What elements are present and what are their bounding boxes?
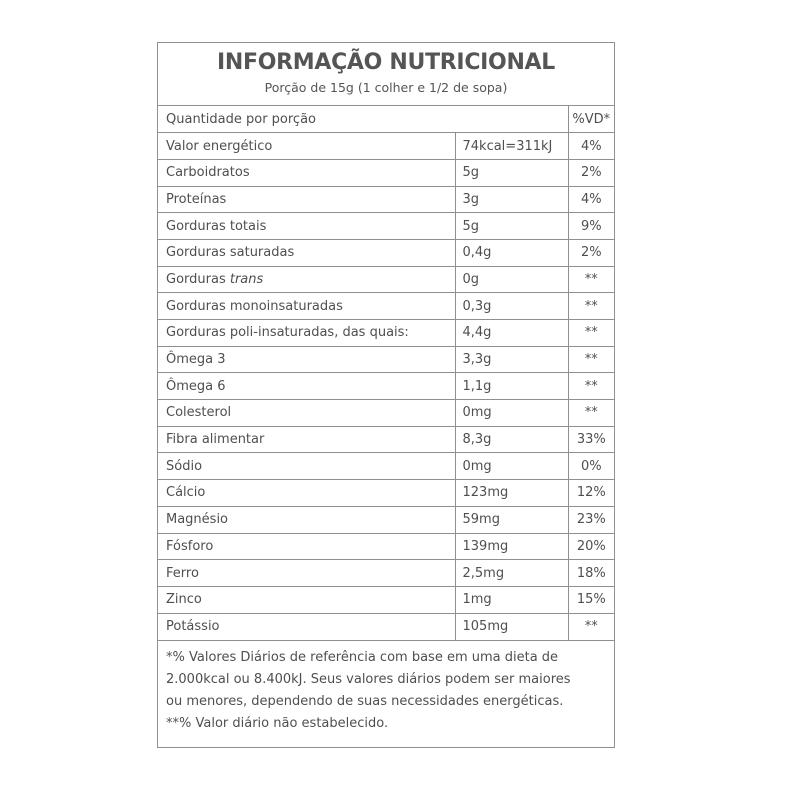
nutrient-row [158, 266, 614, 293]
nutrient-name [158, 560, 455, 587]
nutrient-daily-value: 9% [568, 213, 614, 240]
nutrient-daily-value: 18% [568, 560, 614, 587]
nutrient-amount: 0mg [455, 400, 568, 427]
nutrient-daily-value: 20% [568, 533, 614, 560]
nutrient-name [158, 373, 455, 400]
nutrition-table-body [158, 106, 614, 640]
nutrient-name-text: Zinco [166, 592, 202, 608]
header-vd: %VD* [568, 106, 614, 133]
nutrient-name [158, 586, 455, 613]
nutrient-name-text: Carboidratos [166, 165, 250, 181]
footnote-line: *% Valores Diários de referência com base em uma dieta de [166, 649, 559, 665]
nutrient-daily-value: 2% [568, 239, 614, 266]
nutrient-row [158, 613, 614, 640]
nutrient-name-text: Colesterol [166, 405, 232, 421]
nutrient-amount: 0,4g [455, 239, 568, 266]
nutrient-name [158, 453, 455, 480]
nutrient-name [158, 533, 455, 560]
title-block [158, 43, 614, 106]
nutrient-name [158, 186, 455, 213]
nutrient-row [158, 293, 614, 320]
nutrient-row [158, 453, 614, 480]
nutrient-amount: 5g [455, 213, 568, 240]
nutrient-amount: 2,5mg [455, 560, 568, 587]
nutrient-name-text: Ômega 3 [166, 352, 226, 368]
nutrient-daily-value: ** [568, 293, 614, 320]
table-header-row [158, 106, 614, 133]
nutrient-daily-value: 0% [568, 453, 614, 480]
nutrition-table [158, 106, 614, 640]
panel-title: INFORMAÇÃO NUTRICIONAL [216, 50, 556, 75]
nutrient-amount: 0g [455, 266, 568, 293]
nutrient-daily-value: 23% [568, 506, 614, 533]
nutrient-name-text: Potássio [166, 619, 220, 635]
nutrient-daily-value: ** [568, 346, 614, 373]
nutrient-name-text: Sódio [166, 458, 203, 474]
nutrient-daily-value: ** [568, 613, 614, 640]
nutrient-name [158, 506, 455, 533]
nutrient-daily-value: ** [568, 320, 614, 347]
nutrient-daily-value: ** [568, 373, 614, 400]
nutrient-row [158, 186, 614, 213]
nutrient-amount: 0,3g [455, 293, 568, 320]
footnote-line: **% Valor diário não estabelecido. [166, 715, 389, 731]
nutrient-amount: 8,3g [455, 426, 568, 453]
nutrient-name [158, 400, 455, 427]
nutrient-row [158, 346, 614, 373]
nutrient-name [158, 480, 455, 507]
nutrient-name [158, 320, 455, 347]
nutrient-amount: 105mg [455, 613, 568, 640]
nutrient-amount: 4,4g [455, 320, 568, 347]
nutrient-amount: 59mg [455, 506, 568, 533]
nutrient-name [158, 266, 455, 293]
nutrient-daily-value: 4% [568, 133, 614, 160]
nutrient-daily-value: 2% [568, 159, 614, 186]
nutrient-name-text: Fósforo [166, 538, 214, 554]
nutrient-daily-value: 12% [568, 480, 614, 507]
nutrient-daily-value: 15% [568, 586, 614, 613]
nutrient-name [158, 613, 455, 640]
nutrient-row [158, 213, 614, 240]
nutrient-amount: 0mg [455, 453, 568, 480]
nutrient-row [158, 133, 614, 160]
nutrient-name-text: Proteínas [166, 191, 227, 207]
nutrient-row [158, 586, 614, 613]
nutrient-daily-value: 4% [568, 186, 614, 213]
nutrient-amount: 74kcal=311kJ [455, 133, 568, 160]
nutrient-row [158, 320, 614, 347]
nutrient-amount: 1mg [455, 586, 568, 613]
nutrient-row [158, 426, 614, 453]
nutrient-name-text: Ferro [166, 565, 199, 581]
nutrient-name-text: Gorduras monoinsaturadas [166, 298, 343, 314]
nutrient-row [158, 560, 614, 587]
nutrient-row [158, 239, 614, 266]
header-label: Quantidade por porção [166, 111, 317, 127]
nutrient-name-text: Cálcio [166, 485, 206, 501]
nutrient-name-text: Gorduras [166, 271, 226, 287]
nutrient-name-text: Gorduras totais [166, 218, 267, 234]
nutrient-row [158, 533, 614, 560]
nutrient-name-text: Gorduras poli-insaturadas, das quais: [166, 325, 409, 341]
footnote-line: ou menores, dependendo de suas necessidades energéticas. [166, 693, 564, 709]
nutrient-row [158, 400, 614, 427]
nutrient-name-text: Valor energético [166, 138, 273, 154]
nutrient-amount: 1,1g [455, 373, 568, 400]
nutrient-amount: 3,3g [455, 346, 568, 373]
nutrient-amount: 5g [455, 159, 568, 186]
footnote-line: 2.000kcal ou 8.400kJ. Seus valores diários podem ser maiores [166, 671, 571, 687]
nutrient-amount: 139mg [455, 533, 568, 560]
nutrient-name-italic: trans [229, 271, 264, 287]
nutrient-name-text: Ômega 6 [166, 378, 226, 394]
portion-size: Porção de 15g (1 colher e 1/2 de sopa) [264, 80, 508, 95]
nutrient-row [158, 506, 614, 533]
nutrient-name [158, 213, 455, 240]
nutrient-name [158, 426, 455, 453]
nutrient-row [158, 373, 614, 400]
nutrient-name-text: Fibra alimentar [166, 432, 265, 448]
nutrient-name-text: Magnésio [166, 512, 229, 528]
nutrient-amount: 123mg [455, 480, 568, 507]
nutrient-name [158, 293, 455, 320]
nutrient-daily-value: ** [568, 266, 614, 293]
nutrient-daily-value: 33% [568, 426, 614, 453]
nutrient-daily-value: ** [568, 400, 614, 427]
nutrient-name-text: Gorduras saturadas [166, 245, 295, 261]
nutrient-name [158, 159, 455, 186]
nutrient-row [158, 159, 614, 186]
nutrient-name [158, 239, 455, 266]
nutrient-row [158, 480, 614, 507]
footnote [158, 640, 614, 735]
nutrient-name [158, 133, 455, 160]
nutrient-name [158, 346, 455, 373]
nutrient-amount: 3g [455, 186, 568, 213]
nutrition-facts-panel [157, 42, 615, 748]
